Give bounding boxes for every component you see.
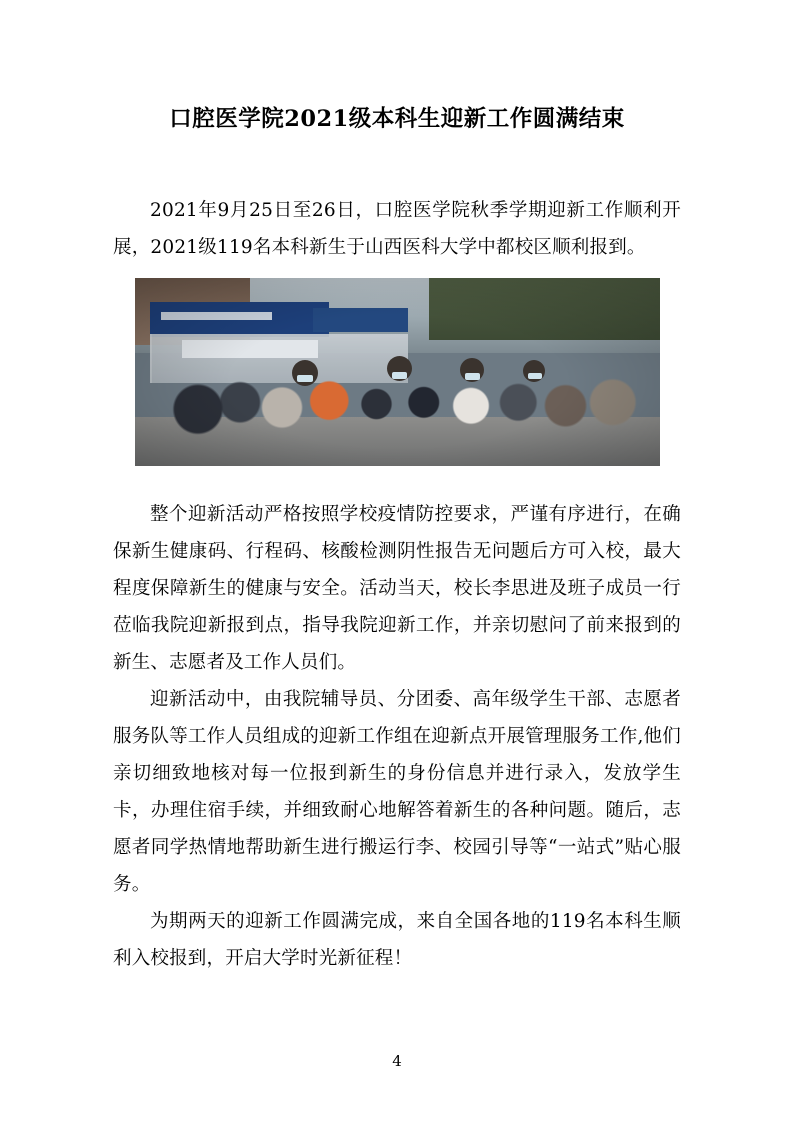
page-number: 4: [392, 1052, 402, 1070]
paragraph-1: 2021年9月25日至26日，口腔医学院秋季学期迎新工作顺利开展，2021级119名本科新生于山西医科大学中都校区顺利报到。: [113, 199, 681, 258]
document-body: [113, 90, 681, 977]
welcome-ceremony-photo: [135, 278, 660, 466]
figure-container: [113, 278, 681, 466]
photo-vignette: [135, 278, 660, 466]
paragraph-4: 为期两天的迎新工作圆满完成，来自全国各地的119名本科生顺利入校报到，开启大学时光新征程！: [113, 910, 681, 969]
page-title: 口腔医学院2021级本科生迎新工作圆满结束: [169, 106, 625, 132]
paragraph-2: 整个迎新活动严格按照学校疫情防控要求，严谨有序进行，在确保新生健康码、行程码、核酸检测阴性报告无问题后方可入校，最大程度保障新生的健康与安全。活动当天，校长李思进及班子成员一行莅临我院迎新报到点，指导我院迎新工作，并亲切慰问了前来报到的新生、志愿者及工作人员们。: [113, 503, 681, 673]
paragraph-3: 迎新活动中，由我院辅导员、分团委、高年级学生干部、志愿者服务队等工作人员组成的迎新工作组在迎新点开展管理服务工作,他们亲切细致地核对每一位报到新生的身份信息并进行录入，发放学生卡，办理住宿手续，并细致耐心地解答着新生的各种问题。随后，志愿者同学热情地帮助新生进行搬运行李、校园引导等“一站式”贴心服务。: [113, 688, 681, 895]
